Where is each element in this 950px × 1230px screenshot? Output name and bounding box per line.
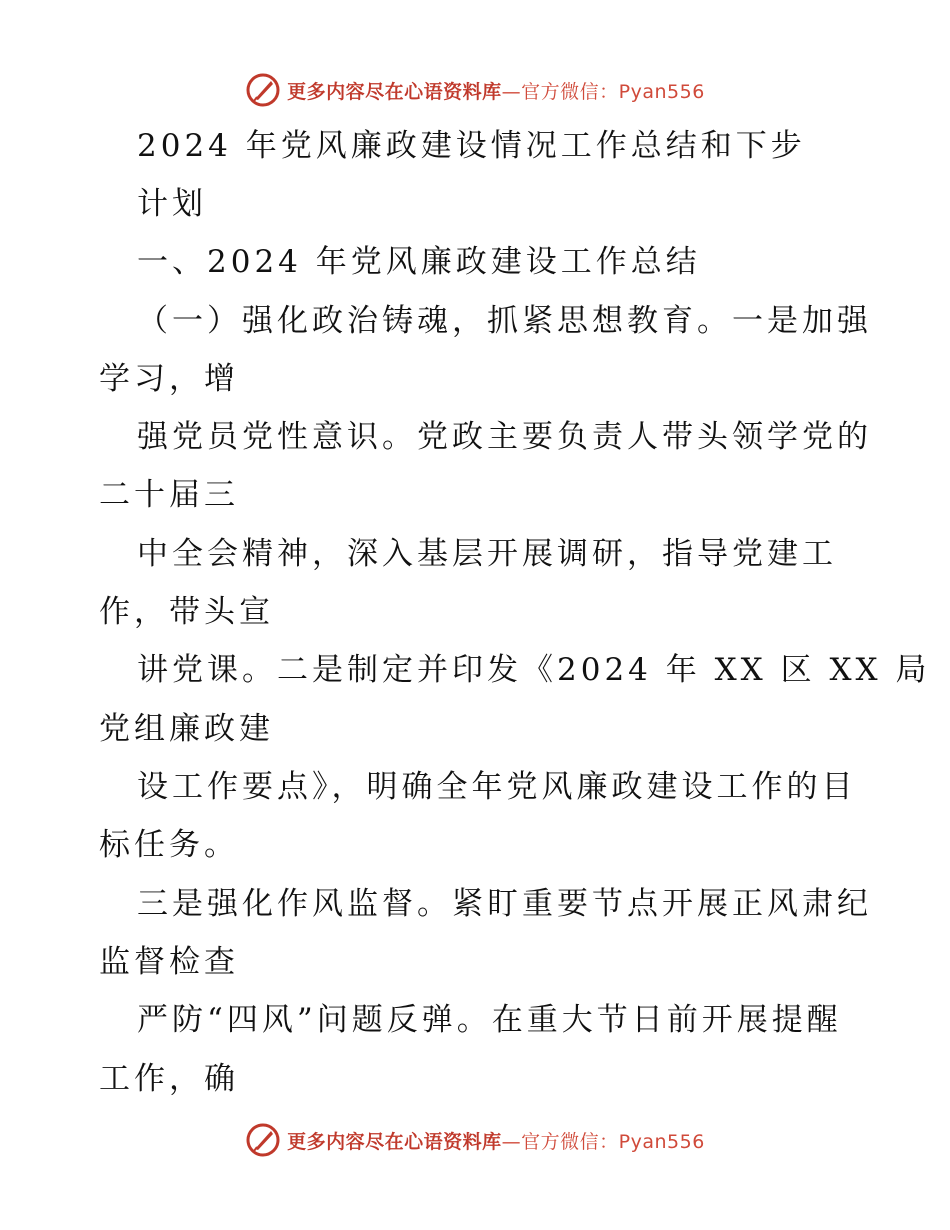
- paragraph-line: 二十届三: [99, 477, 239, 513]
- paragraph-line: 学习，增: [99, 361, 239, 397]
- watermark-lead: 更多内容尽在心语资料库: [287, 80, 502, 103]
- paragraph-line: （一）强化政治铸魂，抓紧思想教育。一是加强: [137, 303, 872, 339]
- section-heading: 一、2024 年党风廉政建设工作总结: [137, 244, 701, 280]
- watermark-tail: —官方微信：Pyan556: [501, 80, 705, 103]
- paragraph-line: 强党员党性意识。党政主要负责人带头领学党的: [137, 419, 872, 455]
- paragraph-line: 严防“四风”问题反弹。在重大节日前开展提醒: [137, 1002, 842, 1038]
- watermark-tail: —官方微信：Pyan556: [501, 1130, 705, 1153]
- paragraph-line: 标任务。: [99, 827, 239, 863]
- paragraph-line: 三是强化作风监督。紧盯重要节点开展正风肃纪: [137, 886, 872, 922]
- footer-watermark-banner: [0, 1120, 950, 1160]
- quill-circle-logo-icon: [245, 1122, 281, 1158]
- paragraph-line: 设工作要点》，明确全年党风廉政建设工作的目: [137, 769, 857, 805]
- paragraph-line: 监督检查: [99, 944, 239, 980]
- doc-title-line-2: 计划: [137, 186, 207, 222]
- doc-title-line-1: 2024 年党风廉政建设情况工作总结和下步: [137, 128, 806, 164]
- paragraph-line: 讲党课。二是制定并印发《2024 年 XX 区 XX 局: [137, 652, 931, 688]
- watermark-lead: 更多内容尽在心语资料库: [287, 1130, 502, 1153]
- paragraph-line: 中全会精神，深入基层开展调研，指导党建工: [137, 536, 837, 572]
- quill-circle-logo-icon: [245, 72, 281, 108]
- watermark-text: [287, 77, 705, 104]
- watermark-text: [287, 1127, 705, 1154]
- paragraph-line: 工作，确: [99, 1061, 239, 1097]
- paragraph-line: 党组廉政建: [99, 711, 274, 747]
- header-watermark-banner: [0, 70, 950, 110]
- paragraph-line: 作，带头宣: [99, 594, 274, 630]
